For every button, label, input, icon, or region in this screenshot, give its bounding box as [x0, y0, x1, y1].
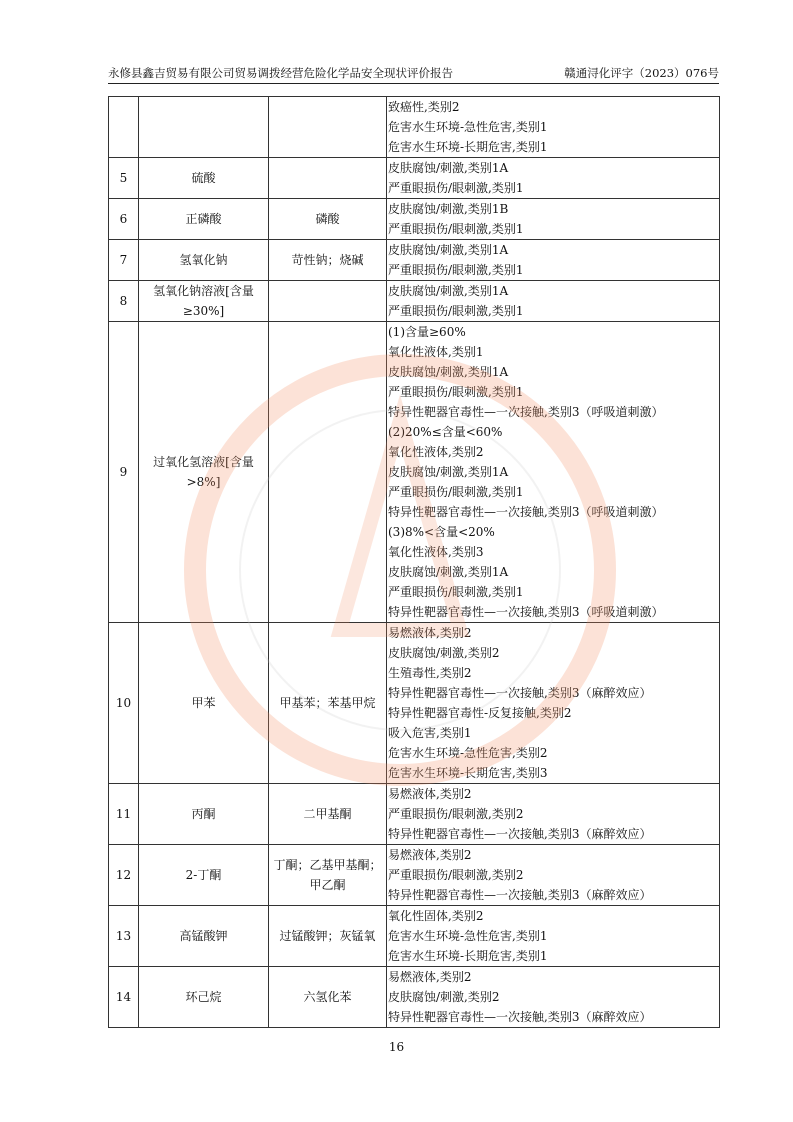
table-row — [109, 906, 720, 967]
chemical-alias — [269, 845, 387, 906]
table-body — [109, 97, 720, 1028]
chemical-alias-text: 二甲基酮 — [303, 807, 352, 821]
hazard-line: 皮肤腐蚀/刺激,类别1A — [388, 243, 509, 257]
chemical-alias-text: 甲基苯；苯基甲烷 — [279, 696, 376, 710]
hazard-classification — [387, 322, 720, 623]
chemical-alias — [269, 967, 387, 1028]
report-number: 赣通浔化评字（2023）076号 — [564, 66, 719, 80]
chemical-name-text: 高锰酸钾 — [179, 929, 228, 943]
hazard-line: 氧化性固体,类别2 — [388, 909, 484, 923]
hazard-classification — [387, 158, 720, 199]
hazard-line: 危害水生环境-长期危害,类别1 — [388, 949, 548, 963]
chemical-name-text: 环己烷 — [185, 990, 222, 1004]
chemical-alias-text: 六氢化苯 — [303, 990, 352, 1004]
hazard-line: 特异性靶器官毒性—一次接触,类别3（呼吸道刺激） — [388, 505, 664, 519]
table-row — [109, 845, 720, 906]
chemical-name-text: 氢氧化钠溶液[含量≥30%] — [153, 284, 254, 318]
table-row — [109, 281, 720, 322]
hazard-line: 严重眼损伤/眼刺激,类别2 — [388, 807, 524, 821]
hazard-line: 危害水生环境-长期危害,类别3 — [388, 766, 548, 780]
hazard-line: 皮肤腐蚀/刺激,类别1A — [388, 284, 509, 298]
hazard-line: 严重眼损伤/眼刺激,类别2 — [388, 868, 524, 882]
hazard-line: 特异性靶器官毒性-反复接触,类别2 — [388, 706, 572, 720]
hazard-line: 特异性靶器官毒性—一次接触,类别3（呼吸道刺激） — [388, 405, 664, 419]
table-row — [109, 199, 720, 240]
hazard-line: 易燃液体,类别2 — [388, 848, 472, 862]
hazard-classification — [387, 845, 720, 906]
hazard-line: 特异性靶器官毒性—一次接触,类别3（麻醉效应） — [388, 827, 652, 841]
chemical-name-text: 2-丁酮 — [185, 868, 222, 882]
row-number: 12 — [109, 845, 139, 906]
hazard-line: 特异性靶器官毒性—一次接触,类别3（呼吸道刺激） — [388, 605, 664, 619]
chemical-name — [139, 199, 269, 240]
row-number: 11 — [109, 784, 139, 845]
header-divider — [108, 83, 719, 84]
hazard-line: 氧化性液体,类别3 — [388, 545, 484, 559]
table-row — [109, 97, 720, 158]
chemical-name — [139, 281, 269, 322]
chemical-name-text: 过氧化氢溶液[含量>8%] — [153, 455, 254, 489]
chemical-alias-text: 磷酸 — [315, 212, 340, 226]
page-number: 16 — [388, 1040, 405, 1054]
chemical-alias — [269, 322, 387, 623]
hazard-line: (3)8%<含量<20% — [388, 525, 495, 539]
chemical-alias — [269, 97, 387, 158]
hazard-line: 氧化性液体,类别2 — [388, 445, 484, 459]
chemical-alias-text: 过锰酸钾；灰锰氧 — [279, 929, 376, 943]
chemical-alias — [269, 784, 387, 845]
row-number: 10 — [109, 623, 139, 784]
row-number: 14 — [109, 967, 139, 1028]
chemical-name — [139, 845, 269, 906]
chemical-name — [139, 158, 269, 199]
hazard-line: 危害水生环境-长期危害,类别1 — [388, 140, 548, 154]
chemical-name-text: 硫酸 — [191, 171, 216, 185]
hazard-classification — [387, 199, 720, 240]
hazard-line: 危害水生环境-急性危害,类别2 — [388, 746, 548, 760]
hazard-line: 致癌性,类别2 — [388, 100, 460, 114]
hazard-line: (1)含量≥60% — [388, 325, 466, 339]
hazard-line: 生殖毒性,类别2 — [388, 666, 472, 680]
chemical-alias — [269, 199, 387, 240]
hazard-line: 易燃液体,类别2 — [388, 626, 472, 640]
chemical-hazard-table — [108, 96, 720, 1028]
hazard-line: 氧化性液体,类别1 — [388, 345, 484, 359]
row-number: 6 — [109, 199, 139, 240]
hazard-line: 严重眼损伤/眼刺激,类别1 — [388, 485, 524, 499]
hazard-classification — [387, 240, 720, 281]
hazard-line: 严重眼损伤/眼刺激,类别1 — [388, 181, 524, 195]
hazard-line: 皮肤腐蚀/刺激,类别2 — [388, 990, 500, 1004]
chemical-alias-text: 丁酮；乙基甲基酮；甲乙酮 — [273, 858, 382, 892]
hazard-line: 易燃液体,类别2 — [388, 970, 472, 984]
hazard-line: 皮肤腐蚀/刺激,类别1A — [388, 465, 509, 479]
chemical-name-text: 甲苯 — [191, 696, 216, 710]
chemical-alias — [269, 906, 387, 967]
hazard-line: 特异性靶器官毒性—一次接触,类别3（麻醉效应） — [388, 686, 652, 700]
hazard-line: 特异性靶器官毒性—一次接触,类别3（麻醉效应） — [388, 1010, 652, 1024]
chemical-name-text: 氢氧化钠 — [179, 253, 228, 267]
report-title: 永修县鑫吉贸易有限公司贸易调拨经营危险化学品安全现状评价报告 — [108, 66, 453, 80]
hazard-classification — [387, 623, 720, 784]
hazard-classification — [387, 906, 720, 967]
chemical-name — [139, 623, 269, 784]
chemical-name — [139, 322, 269, 623]
table-row — [109, 623, 720, 784]
hazard-line: 皮肤腐蚀/刺激,类别1B — [388, 202, 509, 216]
hazard-line: (2)20%≤含量<60% — [388, 425, 503, 439]
hazard-line: 皮肤腐蚀/刺激,类别1A — [388, 161, 509, 175]
hazard-classification — [387, 97, 720, 158]
hazard-line: 危害水生环境-急性危害,类别1 — [388, 120, 548, 134]
hazard-line: 严重眼损伤/眼刺激,类别1 — [388, 304, 524, 318]
row-number: 5 — [109, 158, 139, 199]
hazard-line: 皮肤腐蚀/刺激,类别1A — [388, 365, 509, 379]
chemical-alias-text: 苛性钠；烧碱 — [291, 253, 364, 267]
chemical-name — [139, 240, 269, 281]
chemical-name-text: 正磷酸 — [185, 212, 222, 226]
chemical-name-text: 丙酮 — [191, 807, 216, 821]
chemical-name — [139, 784, 269, 845]
hazard-line: 严重眼损伤/眼刺激,类别1 — [388, 263, 524, 277]
row-number: 8 — [109, 281, 139, 322]
row-number — [109, 97, 139, 158]
table-row — [109, 158, 720, 199]
hazard-classification — [387, 281, 720, 322]
table-row — [109, 322, 720, 623]
chemical-name — [139, 906, 269, 967]
row-number: 9 — [109, 322, 139, 623]
hazard-classification — [387, 967, 720, 1028]
hazard-line: 严重眼损伤/眼刺激,类别1 — [388, 385, 524, 399]
table-row — [109, 784, 720, 845]
hazard-line: 特异性靶器官毒性—一次接触,类别3（麻醉效应） — [388, 888, 652, 902]
hazard-line: 皮肤腐蚀/刺激,类别1A — [388, 565, 509, 579]
hazard-classification — [387, 784, 720, 845]
hazard-line: 严重眼损伤/眼刺激,类别1 — [388, 222, 524, 236]
hazard-line: 严重眼损伤/眼刺激,类别1 — [388, 585, 524, 599]
chemical-name — [139, 97, 269, 158]
table-row — [109, 240, 720, 281]
chemical-alias — [269, 158, 387, 199]
table-row — [109, 967, 720, 1028]
page-header — [108, 64, 719, 82]
chemical-alias — [269, 240, 387, 281]
hazard-line: 吸入危害,类别1 — [388, 726, 472, 740]
chemical-name — [139, 967, 269, 1028]
chemical-alias — [269, 281, 387, 322]
hazard-line: 皮肤腐蚀/刺激,类别2 — [388, 646, 500, 660]
row-number: 7 — [109, 240, 139, 281]
hazard-line: 危害水生环境-急性危害,类别1 — [388, 929, 548, 943]
chemical-alias — [269, 623, 387, 784]
hazard-line: 易燃液体,类别2 — [388, 787, 472, 801]
row-number: 13 — [109, 906, 139, 967]
